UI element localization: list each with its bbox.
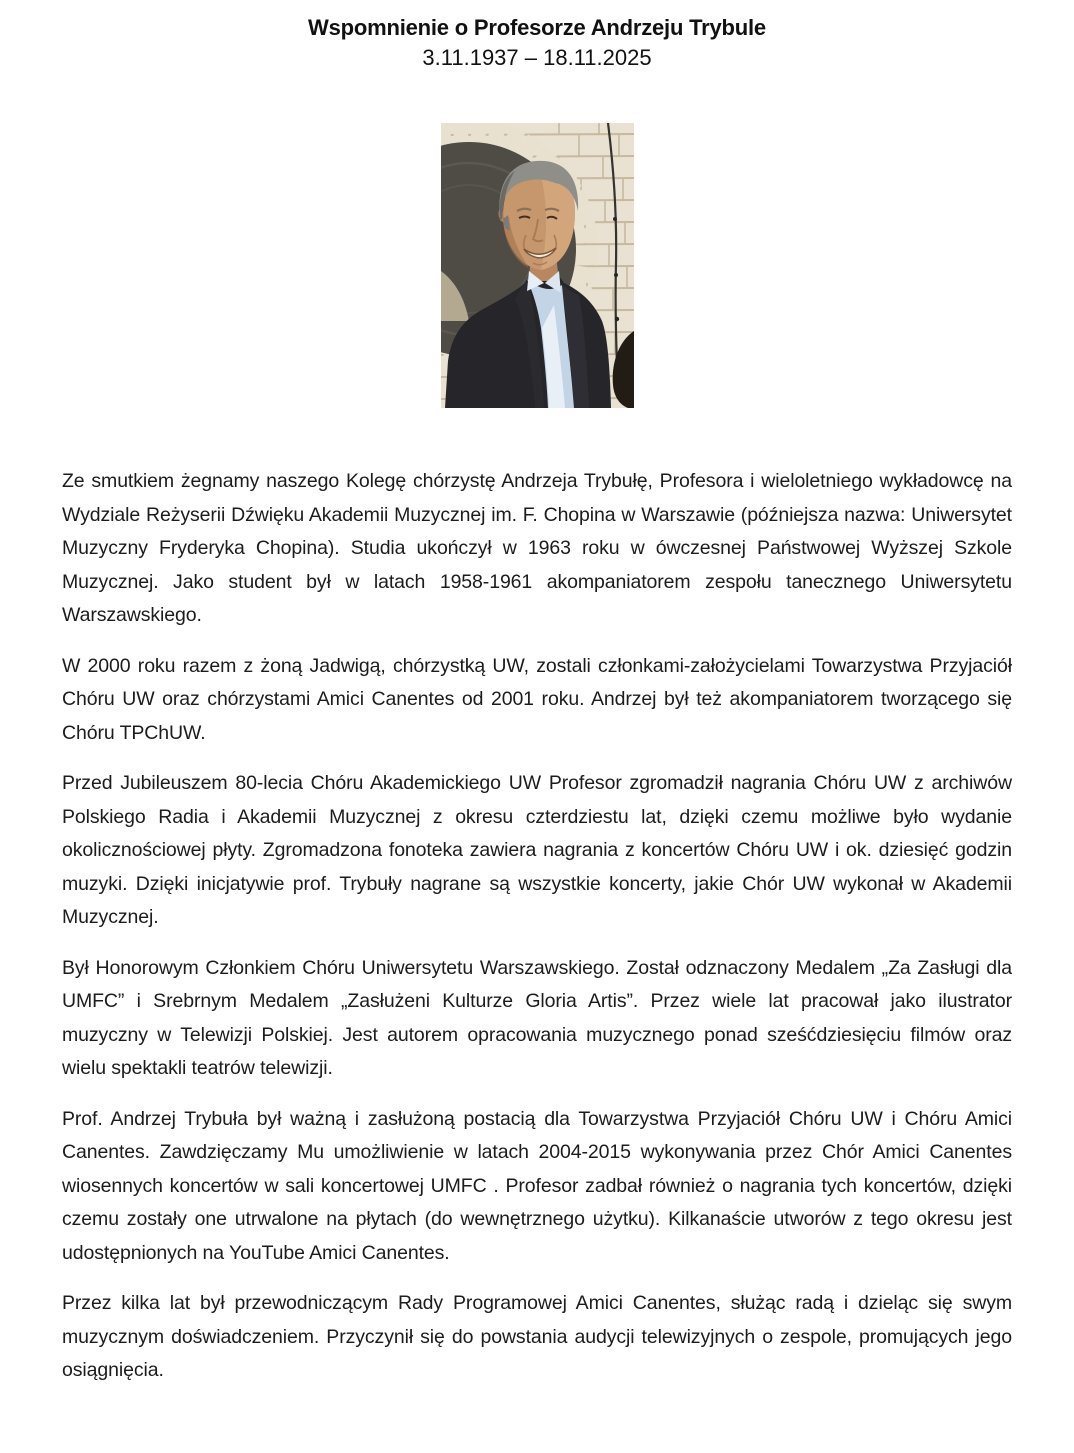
paragraph-1: Ze smutkiem żegnamy naszego Kolegę chórzystę Andrzeja Trybułę, Profesora i wieloletniego wykładowcę na Wydziale Reżyserii Dźwięku Akademii Muzycznej im. F. Chopina w Warszawie (późniejsza nazwa: Uniwersytet Muzyczny Fryderyka Chopina). Studia ukończył w 1963 roku w ówczesnej Państwowej Wyższej Szkole Muzycznej. Jako student był w latach 1958-1961 akompaniatorem zespołu tanecznego Uniwersytetu Warszawskiego. bbox=[62, 470, 1012, 626]
portrait-photo bbox=[441, 123, 634, 408]
document-dates: 3.11.1937 – 18.11.2025 bbox=[422, 45, 652, 70]
paragraph-6: Przez kilka lat był przewodniczącym Rady Programowej Amici Canentes, służąc radą i dzieląc się swym muzycznym doświadczeniem. Przyczynił się do powstania audycji telewizyjnych o zespole, promujących jego osiągnięcia. bbox=[62, 1292, 1012, 1381]
paragraph-4: Był Honorowym Członkiem Chóru Uniwersytetu Warszawskiego. Został odznaczony Medalem „Za Zasługi dla UMFC” i Srebrnym Medalem „Zasłużeni Kulturze Gloria Artis”. Przez wiele lat pracował jako ilustrator muzyczny w Telewizji Polskiej. Jest autorem opracowania muzycznego ponad sześćdziesięciu filmów oraz wielu spektakli teatrów telewizji. bbox=[62, 956, 1012, 1079]
document-body bbox=[62, 465, 1012, 1388]
portrait-photo-illustration bbox=[441, 123, 634, 408]
paragraph-5: Prof. Andrzej Trybuła był ważną i zasłużoną postacią dla Towarzystwa Przyjaciół Chóru UW i Chóru Amici Canentes. Zawdzięczamy Mu umożliwienie w latach 2004-2015 wykonywania przez Chór Amici Canentes wiosennych koncertów w sali koncertowej UMFC . Profesor zadbał również o nagrania tych koncertów, dzięki czemu zostały one utrwalone na płytach (do wewnętrznego użytku). Kilkanaście utworów z tego okresu jest udostępnionych na YouTube Amici Canentes. bbox=[62, 1107, 1012, 1264]
paragraph-3: Przed Jubileuszem 80-lecia Chóru Akademickiego UW Profesor zgromadził nagrania Chóru UW z archiwów Polskiego Radia i Akademii Muzycznej z okresu czterdziestu lat, dzięki czemu możliwe było wydanie okolicznościowej płyty. Zgromadzona fonoteka zawiera nagrania z koncertów Chóru UW i ok. dziesięć godzin muzyki. Dzięki inicjatywie prof. Trybuły nagrane są wszystkie koncerty, jakie Chór UW wykonał w Akademii Muzycznej. bbox=[62, 772, 1012, 928]
document-title: Wspomnienie o Profesorze Andrzeju Trybule bbox=[308, 15, 766, 40]
paragraph-2: W 2000 roku razem z żoną Jadwigą, chórzystką UW, zostali członkami-założycielami Towarzystwa Przyjaciół Chóru UW oraz chórzystami Amici Canentes od 2001 roku. Andrzej był też akompaniatorem tworzącego się Chóru TPChUW. bbox=[62, 654, 1012, 744]
